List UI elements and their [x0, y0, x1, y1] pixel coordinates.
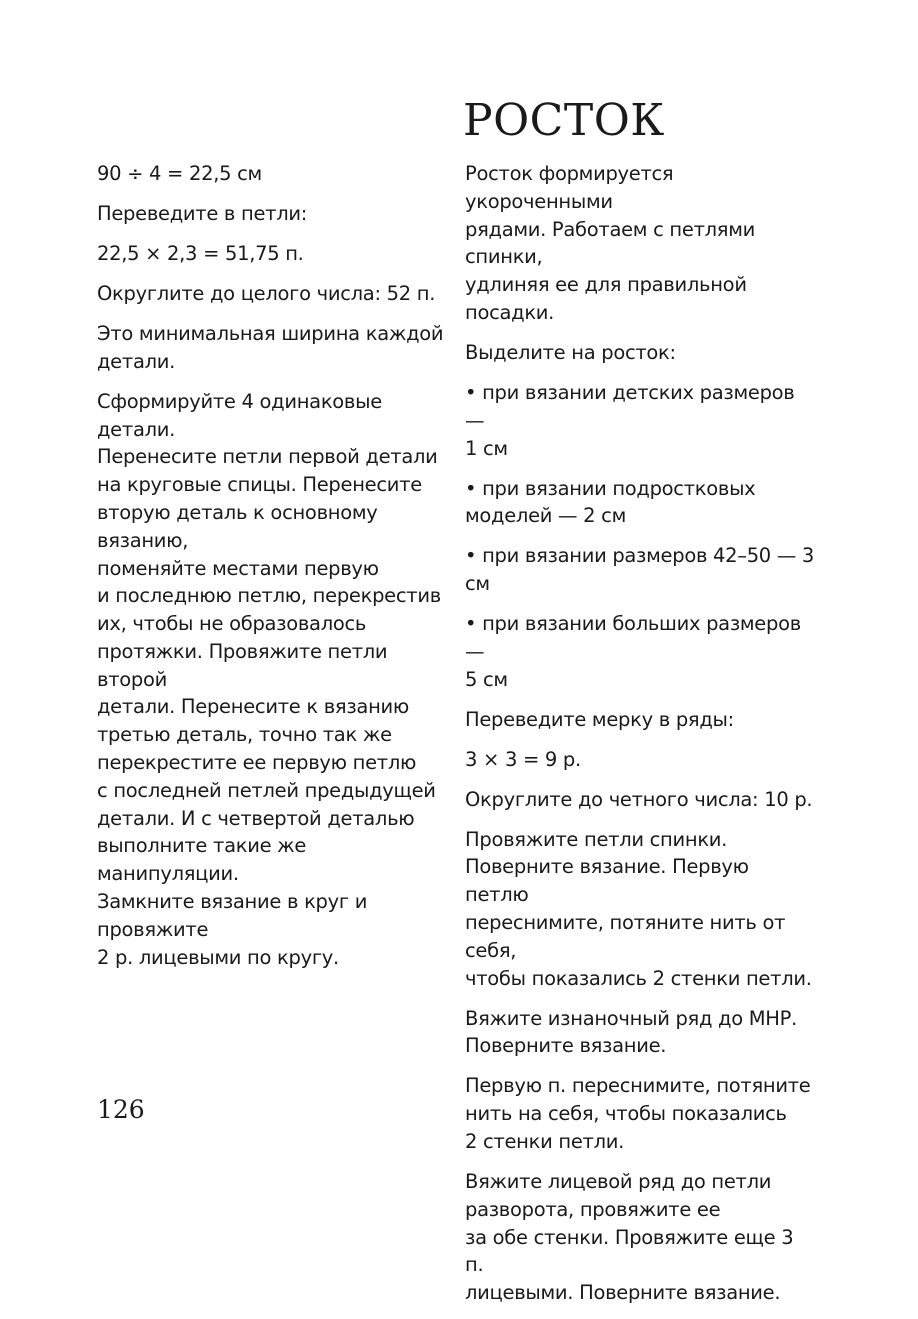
text-line: Росток формируется укороченными: [465, 162, 674, 213]
paragraph: [465, 1168, 815, 1307]
text-line: переснимите, потяните нить от себя,: [465, 911, 786, 962]
text-line: • при вязании подростковых: [465, 476, 756, 500]
text-line: протяжки. Провяжите петли второй: [97, 639, 388, 691]
text-line: Замкните вязание в круг и провяжите: [97, 890, 368, 941]
paragraph: [465, 1005, 815, 1061]
text-line: на круговые спицы. Перенесите: [97, 473, 422, 497]
text-line: детали. Перенесите к вязанию: [97, 695, 410, 719]
paragraph: [465, 610, 815, 693]
text-line: разворота, провяжите ее: [465, 1197, 721, 1221]
paragraph: [465, 746, 815, 774]
text-line: 5 см: [465, 667, 508, 691]
page-number: 126: [97, 1095, 145, 1124]
text-line: 3 × 3 = 9 р.: [465, 747, 581, 771]
text-line: Вяжите лицевой ряд до петли: [465, 1169, 772, 1193]
text-line: чтобы показались 2 стенки петли.: [465, 966, 812, 990]
text-line: 2 р. лицевыми по кругу.: [97, 945, 339, 969]
text-line: моделей — 2 см: [465, 504, 626, 528]
text-line: Сформируйте 4 одинаковые детали.: [97, 389, 382, 441]
text-line: Вяжите изнаночный ряд до МНР.: [465, 1006, 798, 1030]
text-line: Округлите до четного числа: 10 р.: [465, 787, 813, 811]
text-line: Поверните вязание.: [465, 1034, 667, 1058]
text-line: Первую п. переснимите, потяните: [465, 1074, 811, 1098]
text-line: • при вязании размеров 42–50 — 3 см: [465, 544, 815, 596]
text-line: 2 стенки петли.: [465, 1129, 625, 1153]
text-line: Округлите до целого числа: 52 п.: [97, 281, 436, 305]
paragraph: [97, 388, 447, 972]
text-line: вторую деталь к основному вязанию,: [97, 500, 378, 552]
paragraph: [97, 280, 447, 308]
section-title: РОСТОК: [463, 95, 665, 146]
paragraph: [465, 542, 815, 598]
text-line: выполните такие же манипуляции.: [97, 834, 307, 886]
text-line: детали. И с четвертой деталью: [97, 806, 415, 830]
text-line: Провяжите петли спинки.: [465, 827, 728, 851]
text-line: удлиняя ее для правильной посадки.: [465, 273, 747, 324]
text-line: рядами. Работаем с петлями спинки,: [465, 217, 756, 269]
text-line: поменяйте местами первую: [97, 556, 379, 580]
text-line: 90 ÷ 4 = 22,5 см: [97, 162, 262, 185]
text-line: Выделите на росток:: [465, 340, 676, 364]
paragraph: [465, 706, 815, 734]
paragraph: [465, 786, 815, 814]
paragraph: [465, 160, 815, 327]
paragraph: [465, 475, 815, 531]
text-line: • при вязании детских размеров —: [465, 380, 795, 432]
text-line: Поверните вязание. Первую петлю: [465, 855, 749, 907]
text-line: и последнюю петлю, перекрестив: [97, 584, 441, 608]
text-line: Переведите мерку в ряды:: [465, 707, 734, 731]
text-line: Это минимальная ширина каждой: [97, 321, 444, 345]
paragraph: [465, 826, 815, 993]
text-line: третью деталь, точно так же: [97, 723, 392, 747]
left-text-column: [97, 160, 447, 984]
paragraph: [97, 160, 447, 188]
text-line: • при вязании больших размеров —: [465, 612, 801, 663]
text-line: 1 см: [465, 436, 508, 460]
right-text-column: [465, 160, 815, 1319]
paragraph: [465, 339, 815, 367]
text-line: Переведите в петли:: [97, 201, 308, 225]
text-line: нить на себя, чтобы показались: [465, 1102, 787, 1126]
text-line: 22,5 × 2,3 = 51,75 п.: [97, 241, 304, 265]
paragraph: [465, 1072, 815, 1155]
text-line: лицевыми. Поверните вязание.: [465, 1281, 781, 1305]
paragraph: [97, 240, 447, 268]
paragraph: [465, 379, 815, 462]
text-line: детали.: [97, 349, 176, 373]
text-line: за обе стенки. Провяжите еще 3 п.: [465, 1225, 794, 1277]
text-line: их, чтобы не образовалось: [97, 612, 367, 636]
paragraph: [97, 200, 447, 228]
text-line: Перенесите петли первой детали: [97, 445, 438, 469]
text-line: с последней петлей предыдущей: [97, 778, 436, 802]
text-line: перекрестите ее первую петлю: [97, 751, 417, 775]
paragraph: [97, 320, 447, 376]
